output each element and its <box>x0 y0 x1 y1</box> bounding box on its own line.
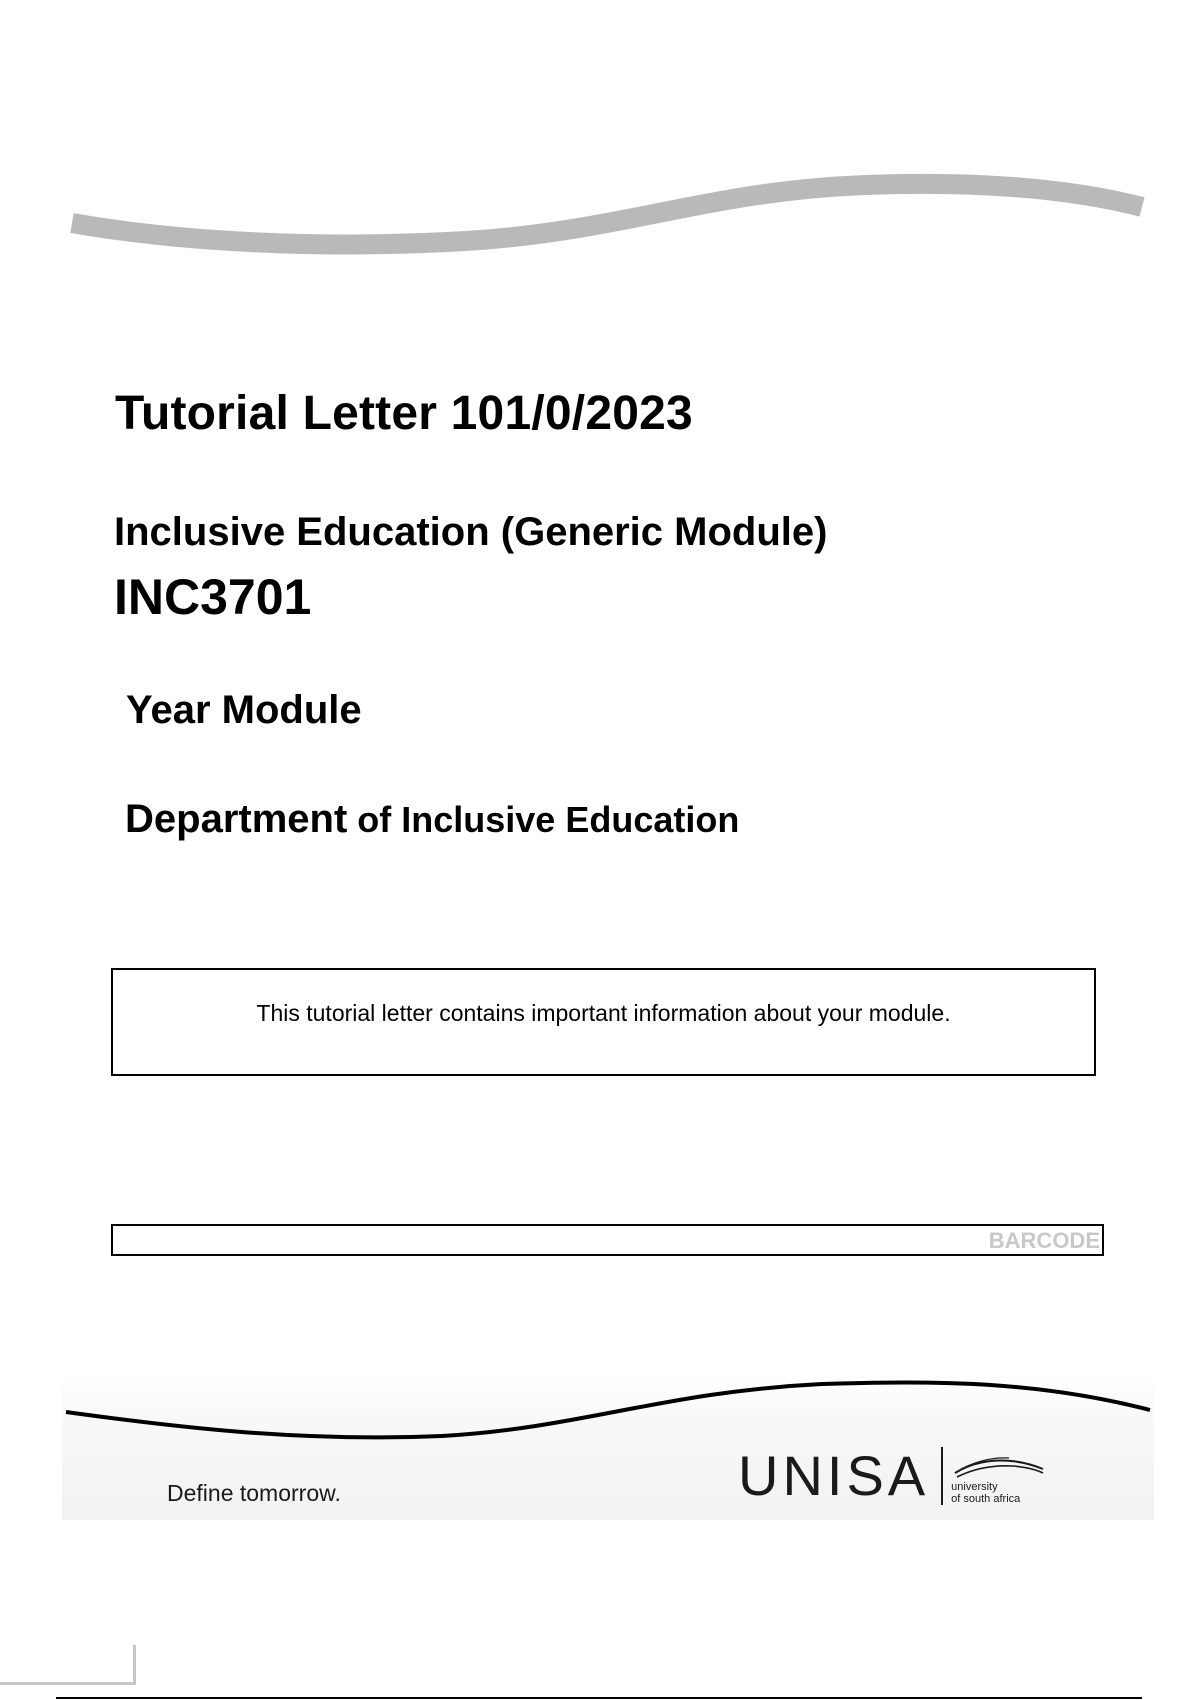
bottom-rule <box>56 1697 1142 1699</box>
module-period: Year Module <box>126 688 362 732</box>
barcode-label: BARCODE <box>988 1228 1100 1253</box>
module-code: INC3701 <box>114 569 312 625</box>
department-rest: of Inclusive Education <box>347 799 740 840</box>
logo-tagline-1: university <box>951 1481 998 1493</box>
barcode-box <box>111 1224 1104 1256</box>
info-box-text: This tutorial letter contains important information about your module. <box>256 1000 951 1026</box>
department-prefix: Department <box>125 797 348 841</box>
logo-wordmark: UNISA <box>738 1444 930 1507</box>
footer-slogan: Define tomorrow. <box>167 1480 341 1506</box>
logo-tagline-2: of south africa <box>951 1493 1021 1505</box>
tutorial-letter-title: Tutorial Letter 101/0/2023 <box>115 387 693 440</box>
corner-mark <box>0 1645 136 1685</box>
info-box <box>111 968 1096 1076</box>
unisa-logo <box>738 1446 1045 1506</box>
department-name <box>125 797 739 842</box>
top-wave-decoration <box>66 165 1146 265</box>
module-name: Inclusive Education (Generic Module) <box>114 510 828 554</box>
swoosh-icon <box>951 1455 1045 1481</box>
logo-mark <box>951 1447 1045 1505</box>
logo-divider <box>941 1447 943 1505</box>
